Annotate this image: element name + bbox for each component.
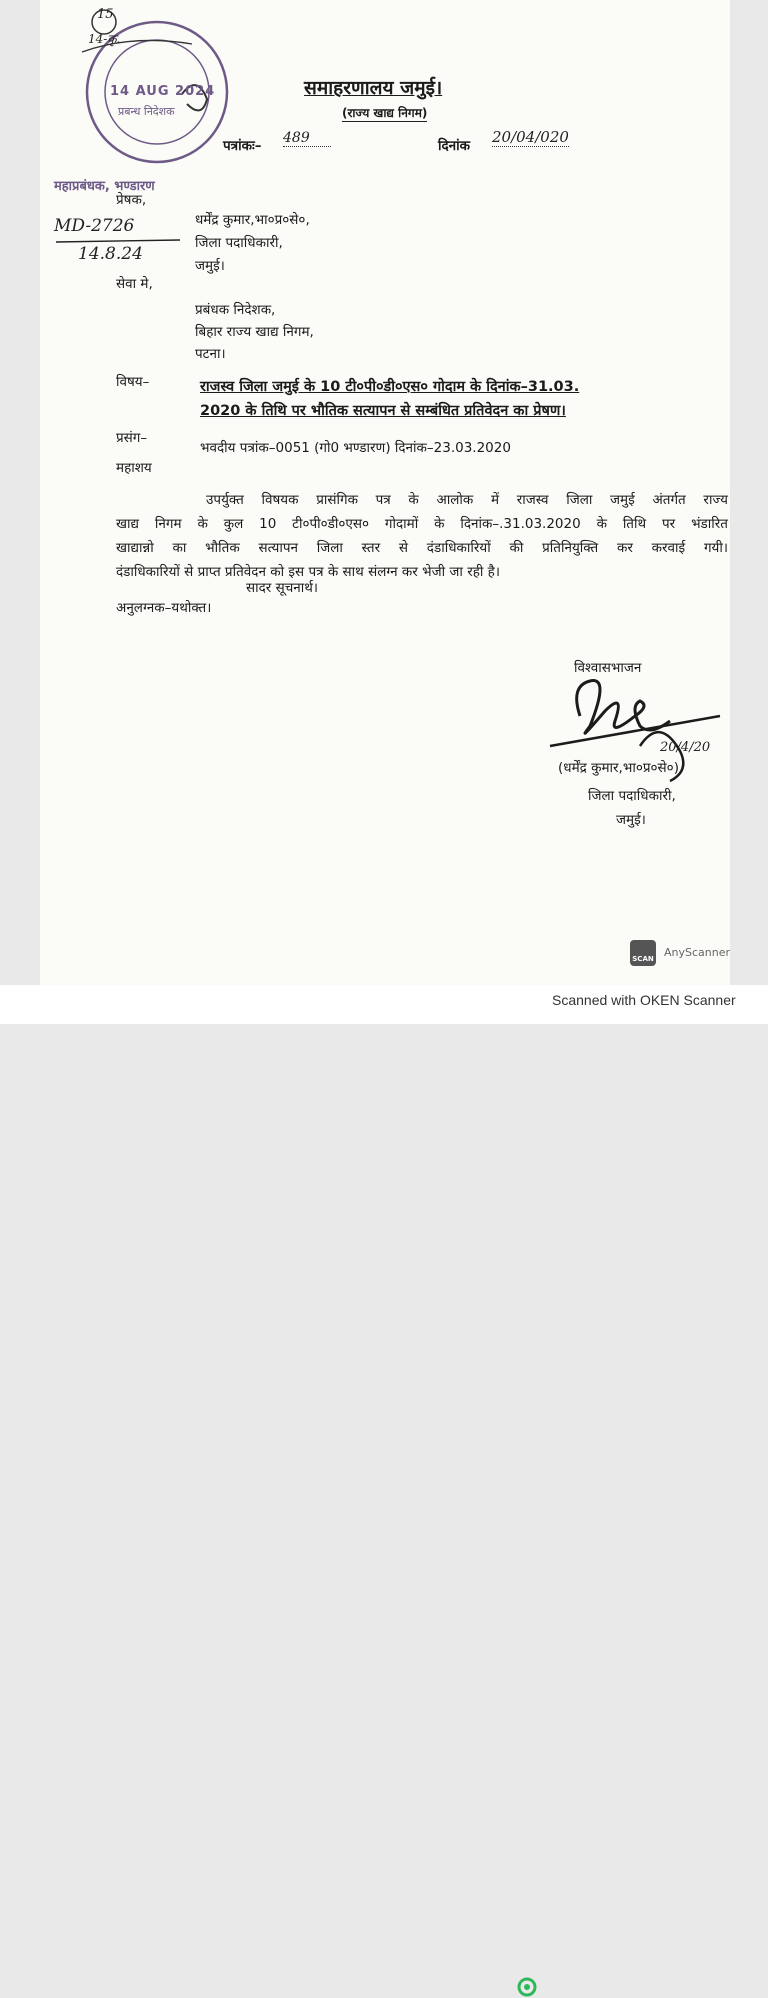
date-value: 20/04/020 [492, 128, 569, 146]
body-line3: खाद्यान्नो का भौतिक सत्यापन जिला स्तर से दंडाधिकारियों की प्रतिनियुक्ति कर करवाई गयी। [116, 540, 728, 556]
date-label: दिनांक [438, 138, 471, 154]
stamp-note: 14-कृ. [88, 32, 121, 46]
office-title: समाहरणालय जमुई। [304, 77, 443, 99]
oken-logo-icon [516, 1976, 538, 1998]
letter-no-value: 489 [283, 130, 331, 147]
stamp-number: 15 [97, 7, 114, 22]
stamp-below-text: महाप्रबंधक, भण्डारण [54, 179, 155, 194]
subject-line2: 2020 के तिथि पर भौतिक सत्यापन से सम्बंधित प्रतिवेदन का प्रेषण। [200, 403, 566, 419]
anyscanner-watermark: AnyScanner [664, 946, 731, 959]
signatory-place: जमुई। [616, 812, 646, 828]
signatory-designation: जिला पदाधिकारी, [588, 788, 676, 804]
letter-page [40, 0, 730, 985]
scan-badge-icon: SCAN [630, 940, 656, 966]
sender-designation: जिला पदाधिकारी, [195, 235, 283, 251]
reference-text: भवदीय पत्रांक–0051 (गो0 भण्डारण) दिनांक–23.03.2020 [200, 440, 511, 456]
stamp-seal-text: प्रबन्ध निदेशक [118, 105, 175, 118]
recipient-name: प्रबंधक निदेशक, [195, 302, 276, 318]
subject-line1: राजस्व जिला जमुई के 10 टी०पी०डी०एस० गोदाम के दिनांक–31.03. [200, 379, 580, 395]
letter-no-label: पत्रांकः– [223, 138, 262, 154]
body-line1: उपर्युक्त विषयक प्रासंगिक पत्र के आलोक में राजस्व जिला जमुई अंतर्गत राज्य [206, 492, 728, 508]
signature-date: 20/4/20 [660, 740, 711, 755]
sender-place: जमुई। [195, 258, 225, 274]
signatory-name: (धर्मेंद्र कुमार,भा०प्र०से०) [558, 760, 679, 776]
handwritten-signature [540, 676, 730, 796]
stamp-date: 14 AUG 2024 [110, 84, 216, 99]
margin-note-line2: 14.8.24 [78, 244, 143, 264]
oken-scanner-watermark: Scanned with OKEN Scanner [552, 992, 736, 1008]
reference-label: प्रसंग– [116, 430, 148, 446]
enclosure: अनुलग्नक–यथोक्त। [116, 600, 212, 616]
recipient-place: पटना। [195, 346, 226, 362]
department: (राज्य खाद्य निगम) [342, 106, 428, 120]
sender-label: प्रेषक, [116, 192, 147, 208]
valediction: विश्वासभाजन [574, 660, 642, 676]
recipient-org: बिहार राज्य खाद्य निगम, [195, 324, 314, 340]
margin-note-line1: MD-2726 [54, 216, 135, 236]
subject-label: विषय– [116, 374, 150, 390]
body-closing: सादर सूचनार्थ। [246, 580, 319, 596]
body-paragraph [116, 488, 728, 584]
salutation: महाशय [116, 460, 152, 476]
recipient-label: सेवा मे, [116, 276, 153, 292]
body-line2: खाद्य निगम के कुल 10 टी०पी०डी०एस० गोदामों के दिनांक–.31.03.2020 के तिथि पर भंडारित [116, 516, 728, 532]
sender-name: धर्मेंद्र कुमार,भा०प्र०से०, [195, 212, 310, 228]
body-line4: दंडाधिकारियों से प्राप्त प्रतिवेदन को इस पत्र के साथ संलग्न कर भेजी जा रही है। [116, 564, 500, 580]
